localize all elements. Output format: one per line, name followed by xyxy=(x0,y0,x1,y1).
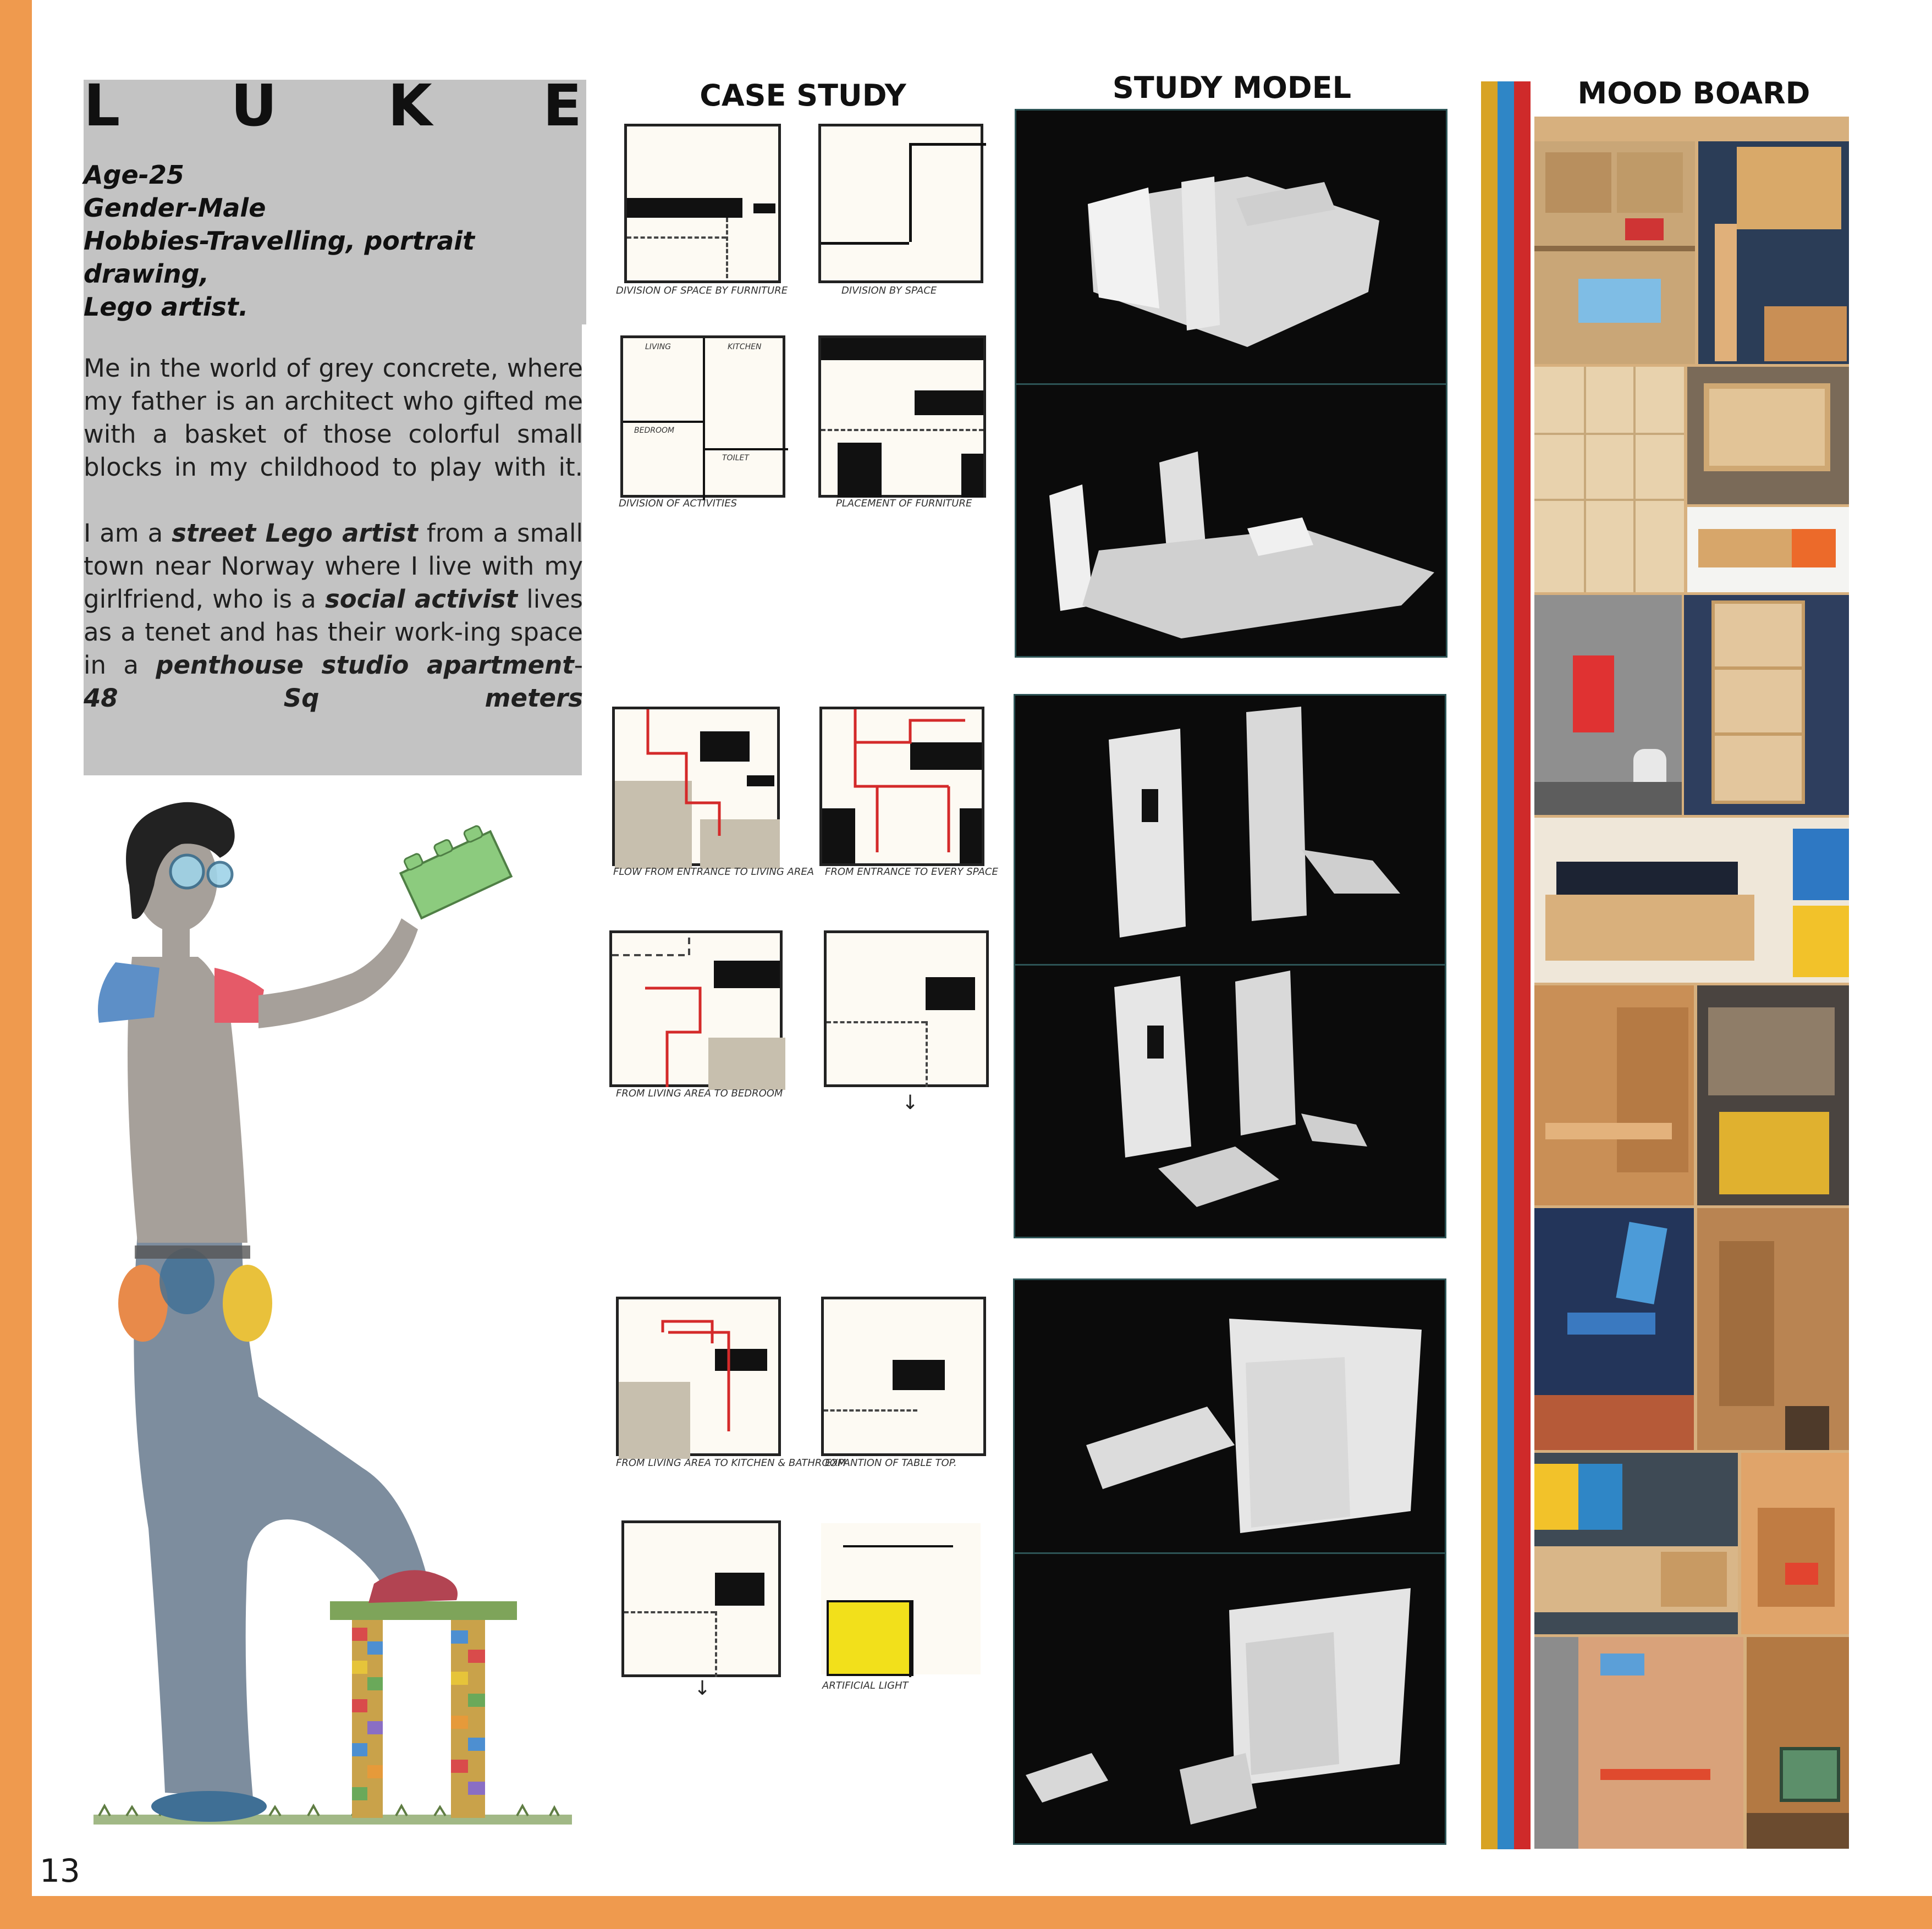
name-letter: L xyxy=(84,72,120,139)
story-text: I am a xyxy=(84,519,172,548)
mood-tile-loft-bed xyxy=(1698,141,1849,364)
mood-tile-yellow-bath xyxy=(1697,985,1849,1205)
name-letter: U xyxy=(230,72,277,139)
persona-hobbies-line1: Hobbies-Travelling, portrait drawing, xyxy=(84,226,475,289)
story-paragraph-1: Me in the world of grey concrete, where my father is an architect who gifted me with a basket of those colorful small blocks in my childhood to play with it. xyxy=(84,354,583,482)
persona-illustration xyxy=(77,792,594,1853)
mood-tile-daybed xyxy=(1534,818,1849,983)
story-emphasis: social activist xyxy=(324,585,518,614)
mood-tile-mobile-shelf xyxy=(1684,595,1849,815)
mood-tile-kitchen xyxy=(1534,141,1695,364)
page-frame-bottom xyxy=(0,1896,1932,1929)
room-label: LIVING xyxy=(645,343,671,351)
story-paragraph-2 xyxy=(84,517,583,715)
case-sketch-activities xyxy=(620,335,785,498)
case-sketch-artificial-light xyxy=(818,1520,983,1677)
room-label: KITCHEN xyxy=(728,343,762,351)
mood-board-stripe-blue xyxy=(1498,81,1514,1849)
mood-board-stripe-red xyxy=(1514,81,1531,1849)
case-sketch-furniture-placement xyxy=(818,335,986,498)
case-caption: DIVISION OF SPACE BY FURNITURE xyxy=(616,285,788,296)
case-study-title: CASE STUDY xyxy=(700,78,906,113)
arrow-down-icon: ↓ xyxy=(902,1092,919,1114)
mood-tile-chair xyxy=(1534,1208,1694,1450)
story-emphasis: street Lego artist xyxy=(172,519,418,548)
room-label: TOILET xyxy=(722,454,749,462)
case-sketch-furniture-division xyxy=(624,124,781,283)
mood-tile-bathroom xyxy=(1534,595,1682,815)
name-letter: K xyxy=(388,72,432,139)
case-sketch-flow-living xyxy=(612,707,780,866)
mood-board-stripe-yellow xyxy=(1481,81,1498,1849)
case-sketch-plan xyxy=(824,930,989,1087)
case-caption: ARTIFICIAL LIGHT xyxy=(822,1680,909,1691)
case-caption: FROM ENTRANCE TO EVERY SPACE xyxy=(825,866,998,878)
case-sketch-living-to-kitchen xyxy=(616,1297,781,1456)
persona-hobbies-line2: Lego artist. xyxy=(84,292,249,322)
name-letter: E xyxy=(542,72,582,139)
story-text: - xyxy=(574,651,583,680)
study-model-photo-group-2 xyxy=(1014,694,1446,1238)
story-emphasis: 48 Sq meters xyxy=(84,684,583,713)
persona-story xyxy=(84,352,583,748)
persona-gender: Gender-Male xyxy=(84,193,266,223)
case-sketch-living-to-bedroom xyxy=(609,930,783,1087)
page-frame-left xyxy=(0,0,32,1929)
mood-tile-plywood-box xyxy=(1687,367,1849,504)
study-model-title: STUDY MODEL xyxy=(1112,70,1352,105)
case-caption: PLACEMENT OF FURNITURE xyxy=(836,498,972,509)
mood-tile-retro-tv xyxy=(1747,1637,1849,1849)
story-text: lives as a tenet and has their work-ing space in a xyxy=(84,585,584,680)
arrow-down-icon: ↓ xyxy=(694,1677,711,1700)
mood-tile-wood-wall xyxy=(1534,367,1684,592)
study-model-photo-group-1 xyxy=(1015,109,1447,658)
page-number: 13 xyxy=(40,1852,80,1889)
case-caption: FLOW FROM ENTRANCE TO LIVING AREA xyxy=(613,866,814,878)
story-text: from a small town near Norway where I live with my girlfriend, who is a xyxy=(84,519,583,614)
mood-tile-wood-workspace xyxy=(1534,985,1694,1205)
case-caption: DIVISION OF ACTIVITIES xyxy=(619,498,737,509)
room-label: BEDROOM xyxy=(634,426,675,435)
story-emphasis: penthouse studio apartment xyxy=(156,651,574,680)
case-caption: DIVISION BY SPACE xyxy=(841,285,937,296)
case-caption: FROM LIVING AREA TO KITCHEN & BATHROOM xyxy=(616,1457,846,1469)
case-caption: EXPANTION OF TABLE TOP. xyxy=(825,1457,957,1469)
case-sketch-flow-every-space xyxy=(819,707,984,866)
mood-tile-reading-nook xyxy=(1741,1453,1849,1634)
mood-board-collage xyxy=(1534,117,1849,1849)
persona-age: Age-25 xyxy=(84,160,184,190)
persona-facts xyxy=(84,158,582,323)
mood-tile-pegboard-desk xyxy=(1534,1637,1743,1849)
case-caption: FROM LIVING AREA TO BEDROOM xyxy=(616,1088,783,1099)
mood-tile-storage-cubes xyxy=(1534,1453,1738,1634)
mood-tile-wood-room xyxy=(1697,1208,1849,1450)
mood-board-title: MOOD BOARD xyxy=(1577,76,1810,111)
case-sketch-table-expansion xyxy=(821,1297,986,1456)
mood-tile-sideboard xyxy=(1687,507,1849,592)
study-model-photo-group-3 xyxy=(1013,1278,1446,1845)
case-sketch-plan-2 xyxy=(621,1520,781,1677)
case-sketch-space-division xyxy=(818,124,983,283)
persona-name xyxy=(84,72,582,139)
